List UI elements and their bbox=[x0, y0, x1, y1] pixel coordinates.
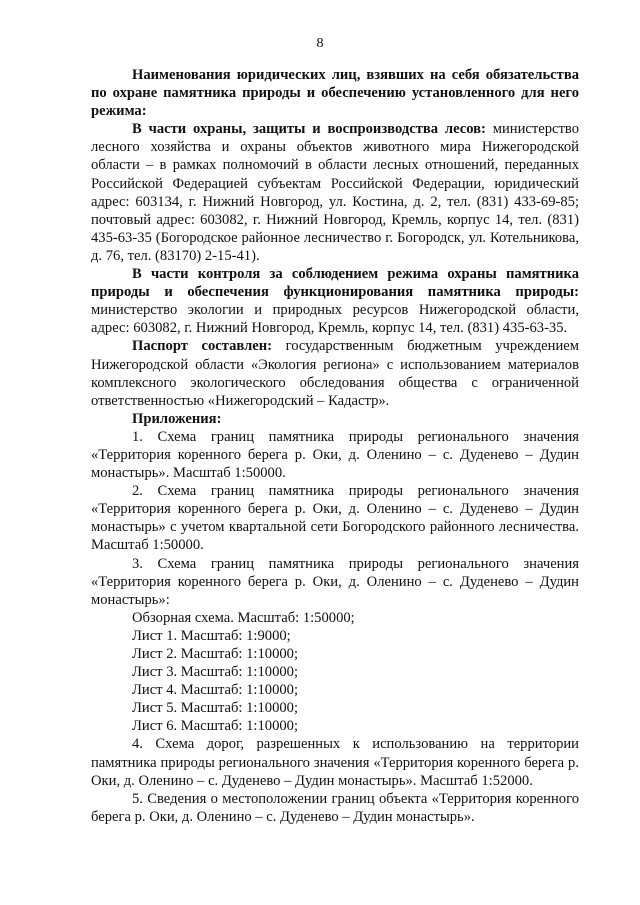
sheet-line: Лист 3. Масштаб: 1:10000; bbox=[132, 664, 299, 681]
control-text: министерство экологии и природных ресурсов Нижегородской области, адрес: 603082, г. Нижний Новгород, Кремль, корпус 14, тел. (831) 435-63-35. bbox=[91, 302, 579, 337]
sheet-line: Лист 6. Масштаб: 1:10000; bbox=[132, 718, 299, 735]
sheet-line: Лист 2. Масштаб: 1:10000; bbox=[132, 646, 299, 662]
appendix-item-1: 1. Схема границ памятника природы регионального значения «Территория коренного берега р. Оки, д. Оленино – с. Дуденево – Дудин монастырь». Масштаб 1:50000. bbox=[91, 428, 579, 482]
appendix-item-3: 3. Схема границ памятника природы регионального значения «Территория коренного берега р. Оки, д. Оленино – с. Дуденево – Дудин монастырь»: bbox=[91, 555, 579, 608]
passport-label: Паспорт составлен: bbox=[132, 338, 273, 355]
forest-text: министерство лесного хозяйства и охраны объектов животного мира Нижегородской области – в рамках полномочий в области лесных отношений, переданных Российской Федерацией субъектам Российской Федерации, юридический адрес: 603134, г. Нижний Новгород, ул. Костина, д. 2, тел. (831) 433-69-85; почтовый адрес: 603082, г. Нижний Новгород, Кремль, корпус 14, тел. (831) 435-63-35 (Богородское районное лесничество г. Богородск, ул. Котельникова, д. 76, тел. (83170) 2-15-41). bbox=[91, 121, 579, 264]
appendices-heading: Приложения: bbox=[132, 410, 222, 427]
control-paragraph bbox=[91, 265, 579, 337]
passport-text: государственным бюджетным учреждением Нижегородской области «Экология региона» с использованием материалов комплексного экологического обследования общества с ограниченной ответственностью «Нижегородский – Кадастр». bbox=[91, 338, 579, 409]
appendix-item-2: 2. Схема границ памятника природы регионального значения «Территория коренного берега р. Оки, д. Оленино – с. Дуденево – Дудин монастырь» с учетом квартальной сети Богородского районного лесничества. Масштаб 1:50000. bbox=[91, 483, 579, 554]
sheet-line: Лист 1. Масштаб: 1:9000; bbox=[132, 627, 291, 644]
page-number: 8 bbox=[316, 36, 324, 51]
sheet-line: Обзорная схема. Масштаб: 1:50000; bbox=[132, 609, 355, 626]
passport-paragraph bbox=[91, 337, 579, 409]
document-body bbox=[91, 66, 579, 826]
control-label: В части контроля за соблюдением режима охраны памятника природы и обеспечения функционирования памятника природы: bbox=[91, 266, 579, 301]
appendix-item-4: 4. Схема дорог, разрешенных к использованию на территории памятника природы регионального значения «Территория коренного берега р. Оки, д. Оленино – с. Дуденево – Дудин монастырь». Масштаб 1:52000. bbox=[91, 736, 579, 789]
sheet-line: Лист 4. Масштаб: 1:10000; bbox=[132, 682, 299, 699]
forest-label: В части охраны, защиты и воспроизводства лесов: bbox=[132, 121, 486, 138]
forest-paragraph bbox=[91, 120, 579, 265]
appendix-item-5: 5. Сведения о местоположении границ объекта «Территория коренного берега р. Оки, д. Оленино – с. Дуденево – Дудин монастырь». bbox=[91, 790, 579, 825]
responsible-heading: Наименования юридических лиц, взявших на себя обязательства по охране памятника природы и обеспечению установленного для него режима: bbox=[91, 67, 579, 120]
sheet-line: Лист 5. Масштаб: 1:10000; bbox=[132, 700, 299, 717]
